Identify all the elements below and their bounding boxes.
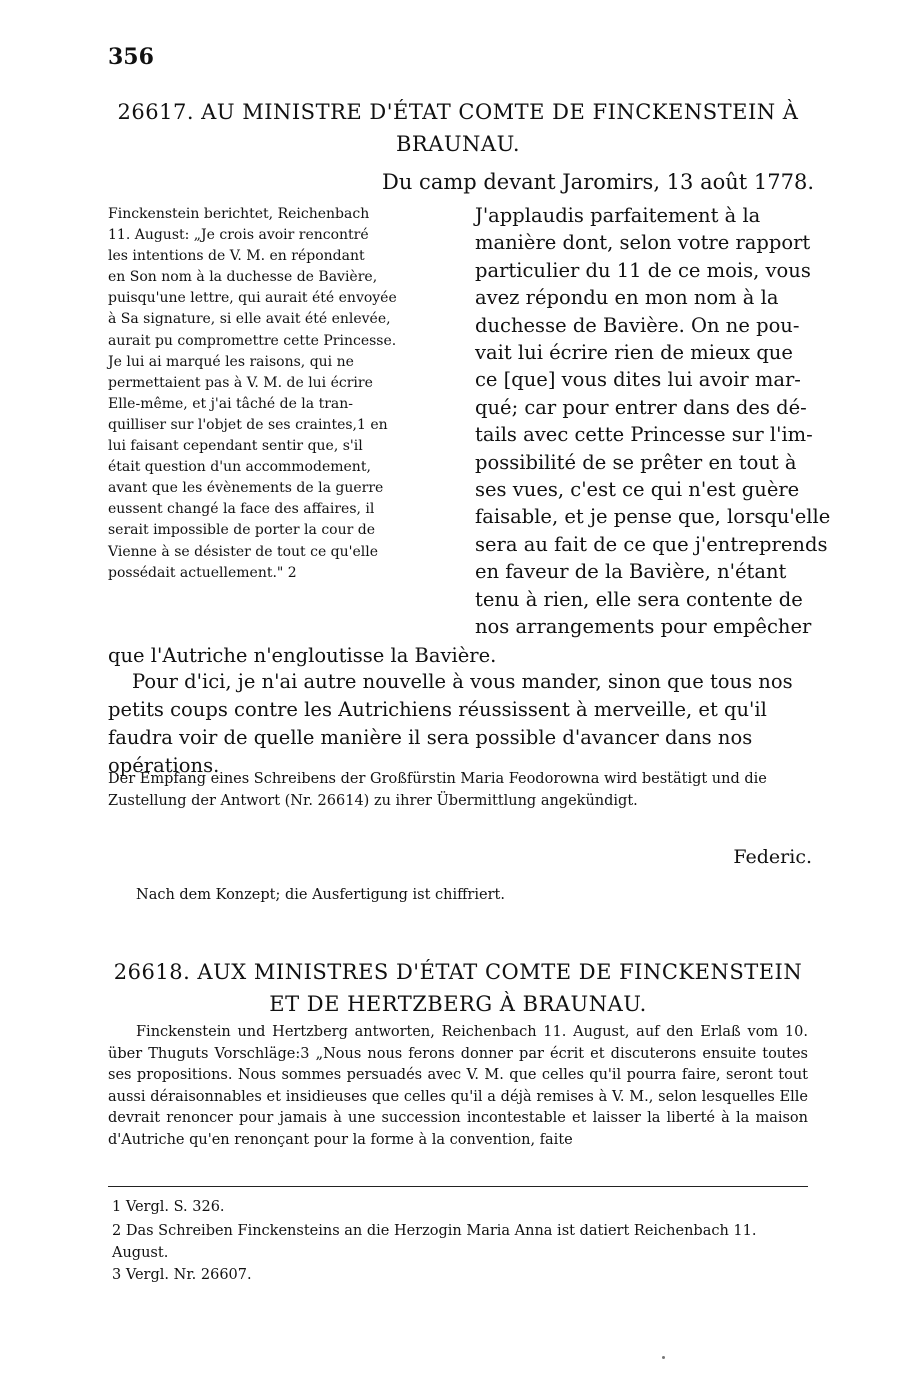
page-number: 356: [108, 44, 154, 70]
letter-heading: 26618. AUX MINISTRES D'ÉTAT COMTE DE FINCKENSTEIN ET DE HERTZBERG À BRAUNAU.: [113, 960, 803, 1016]
footnote: 3 Vergl. Nr. 26607.: [112, 1267, 252, 1283]
dateline: Du camp devant Jaromirs, 13 août 1778.: [382, 170, 814, 194]
body-line: ses vues, c'est ce qui n'est guère: [475, 478, 800, 502]
sidenote-line: lui faisant cependant sentir que, s'il: [108, 438, 363, 455]
report-summary: Finckenstein und Hertzberg antworten, Reichenbach 11. August, auf den Erlaß vom 10. über Thuguts Vorschläge:3 „Nous nous ferons donner par écrit et discuterons ensuite toutes ses propositions. Nous sommes persuadés avec V. M. que celles qu'il pourra faire, seront tout aussi déraisonnables et insidieuses que celles qu'il a déjà remises à V. M., selon lesquelles Elle devrait renoncer pour jamais à une succession incontestable et laisser la liberté à la maison d'Autriche qu'en renonçant pour la forme à la convention, faite: [108, 1024, 808, 1148]
body-line: particulier du 11 de ce mois, vous: [475, 258, 811, 282]
footnote: 1 Vergl. S. 326.: [112, 1199, 225, 1215]
body-line: tails avec cette Princesse sur l'im-: [475, 423, 813, 447]
sidenote-line: en Son nom à la duchesse de Bavière,: [108, 269, 378, 286]
sidenote-report: [108, 204, 448, 584]
sidenote-line: 11. August: „Je crois avoir rencontré: [108, 227, 369, 244]
sidenote-line: eussent changé la face des affaires, il: [108, 501, 375, 518]
footnote: 2 Das Schreiben Finckensteins an die Herzogin Maria Anna ist datiert Reichenbach 11. August.: [112, 1223, 757, 1261]
sidenote-line: était question d'un accommodement,: [108, 459, 371, 476]
sidenote-line: serait impossible de porter la cour de: [108, 522, 376, 539]
body-continuation: que l'Autriche n'engloutisse la Bavière.: [108, 644, 497, 667]
editorial-note: Der Empfang eines Schreibens der Großfürstin Maria Feodorowna wird bestätigt und die Zustellung der Antwort (Nr. 26614) zu ihrer Übermittlung angekündigt.: [108, 771, 767, 809]
body-line: J'applaudis parfaitement à la: [475, 204, 761, 227]
print-speck: [662, 1356, 665, 1359]
letter-body-column: [475, 202, 831, 641]
sidenote-line: à Sa signature, si elle avait été enlevée,: [108, 311, 391, 328]
body-line: duchesse de Bavière. On ne pou-: [475, 313, 800, 337]
body-line: nos arrangements pour empêcher: [475, 615, 812, 639]
sidenote-line: Vienne à se désister de tout ce qu'elle: [108, 543, 379, 560]
sidenote-line: permettaient pas à V. M. de lui écrire: [108, 374, 373, 391]
body-line: manière dont, selon votre rapport: [475, 231, 811, 255]
sidenote-line: Je lui ai marqué les raisons, qui ne: [108, 353, 354, 370]
sidenote-line: quilliser sur l'objet de ses craintes,1 en: [108, 416, 388, 433]
body-line: qué; car pour entrer dans des dé-: [475, 395, 807, 419]
body-line: tenu à rien, elle sera contente de: [475, 587, 803, 611]
sidenote-line: puisqu'une lettre, qui aurait été envoyée: [108, 290, 397, 307]
body-paragraph: Pour d'ici, je n'ai autre nouvelle à vous mander, sinon que tous nos petits coups contre les Autrichiens réussissent à merveille, et qu'il faudra voir de quelle manière il sera possible d'avancer dans nos opérations.: [108, 670, 793, 777]
sidenote-line: possédait actuellement." 2: [108, 564, 297, 581]
sidenote-line: avant que les évènements de la guerre: [108, 480, 384, 497]
footnote-rule: [108, 1186, 808, 1187]
source-note: Nach dem Konzept; die Ausfertigung ist chiffriert.: [136, 887, 505, 903]
sidenote-line: aurait pu compromettre cette Princesse.: [108, 332, 397, 349]
body-line: vait lui écrire rien de mieux que: [475, 341, 793, 365]
body-line: ce [que] vous dites lui avoir mar-: [475, 368, 801, 392]
body-line: possibilité de se prêter en tout à: [475, 450, 797, 474]
sidenote-line: Elle-même, et j'ai tâché de la tran-: [108, 395, 353, 412]
sidenote-line: les intentions de V. M. en répondant: [108, 248, 365, 265]
signature: Federic.: [733, 846, 812, 868]
body-line: avez répondu en mon nom à la: [475, 286, 779, 310]
body-line: sera au fait de ce que j'entreprends: [475, 532, 828, 556]
body-line: faisable, et je pense que, lorsqu'elle: [475, 505, 831, 529]
body-line: en faveur de la Bavière, n'étant: [475, 560, 787, 584]
letter-heading: 26617. AU MINISTRE D'ÉTAT COMTE DE FINCKENSTEIN À BRAUNAU.: [117, 100, 799, 156]
sidenote-line: Finckenstein berichtet, Reichenbach: [108, 206, 370, 222]
